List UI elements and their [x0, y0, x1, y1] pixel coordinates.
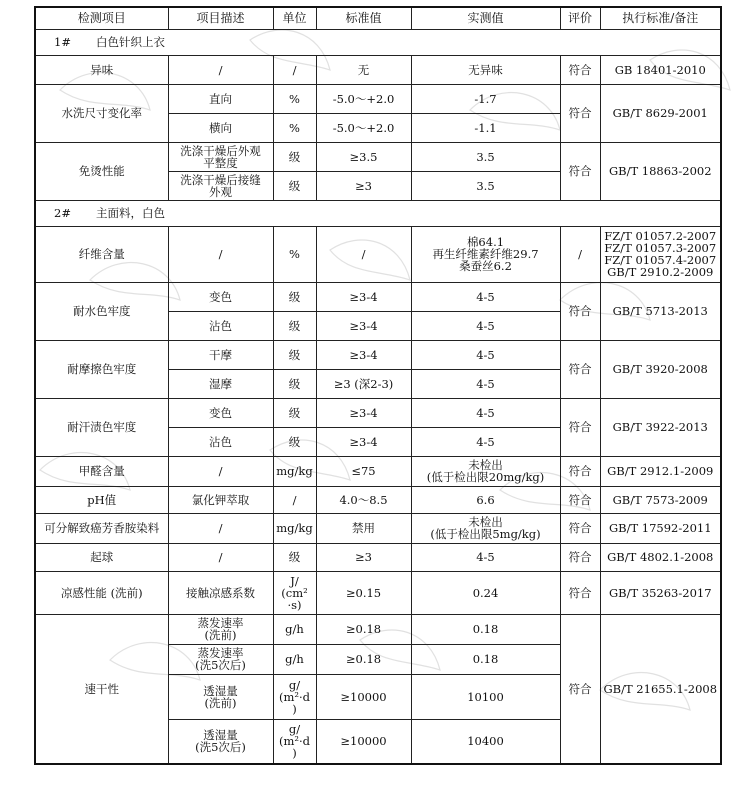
- unit-cell: 级: [273, 282, 316, 311]
- unit-cell: 级: [273, 311, 316, 340]
- ref-cell: GB/T 8629-2001: [600, 84, 721, 142]
- meas-cell: -1.7: [411, 84, 560, 113]
- eval-cell: 符合: [560, 614, 600, 764]
- unit-cell: mg/kg: [273, 456, 316, 486]
- table-row: [35, 398, 721, 427]
- ref-cell: GB/T 35263-2017: [600, 571, 721, 614]
- unit-cell: mg/kg: [273, 513, 316, 543]
- header-cell: 实测值: [411, 7, 560, 29]
- eval-cell: 符合: [560, 142, 600, 200]
- unit-cell: 级: [273, 543, 316, 571]
- eval-cell: 符合: [560, 340, 600, 398]
- item-cell: 起球: [35, 543, 168, 571]
- ref-cell: GB/T 21655.1-2008: [600, 614, 721, 764]
- std-cell: 无: [316, 55, 411, 84]
- ref-cell: GB/T 5713-2013: [600, 282, 721, 340]
- report-table-wrapper: [34, 6, 720, 765]
- section-heading: [35, 29, 721, 55]
- unit-cell: g/h: [273, 644, 316, 674]
- ref-cell: FZ/T 01057.2-2007 FZ/T 01057.3-2007 FZ/T 01057.4-2007 GB/T 2910.2-2009: [600, 226, 721, 282]
- std-cell: 4.0～8.5: [316, 486, 411, 513]
- header-cell: 标准值: [316, 7, 411, 29]
- unit-cell: 级: [273, 398, 316, 427]
- table-row: [35, 614, 721, 644]
- section-title: 主面料，白色: [96, 206, 165, 220]
- std-cell: 禁用: [316, 513, 411, 543]
- std-cell: ≥3-4: [316, 340, 411, 369]
- eval-cell: 符合: [560, 486, 600, 513]
- desc-cell: 透湿量 (洗5次后): [168, 719, 273, 764]
- meas-cell: 0.24: [411, 571, 560, 614]
- std-cell: ≥3-4: [316, 311, 411, 340]
- test-report-table: [34, 6, 722, 765]
- ref-cell: GB/T 4802.1-2008: [600, 543, 721, 571]
- section-row: [35, 200, 721, 226]
- unit-cell: %: [273, 226, 316, 282]
- std-cell: ≥3 (深2-3): [316, 369, 411, 398]
- desc-cell: 沾色: [168, 311, 273, 340]
- header-cell: 执行标准/备注: [600, 7, 721, 29]
- meas-cell: -1.1: [411, 113, 560, 142]
- item-cell: 耐汗渍色牢度: [35, 398, 168, 456]
- table-row: [35, 456, 721, 486]
- eval-cell: 符合: [560, 543, 600, 571]
- header-cell: 项目描述: [168, 7, 273, 29]
- ref-cell: GB/T 7573-2009: [600, 486, 721, 513]
- unit-cell: 级: [273, 427, 316, 456]
- table-row: [35, 84, 721, 113]
- desc-cell: 氯化钾萃取: [168, 486, 273, 513]
- std-cell: -5.0～+2.0: [316, 84, 411, 113]
- unit-cell: 级: [273, 340, 316, 369]
- eval-cell: 符合: [560, 55, 600, 84]
- eval-cell: 符合: [560, 513, 600, 543]
- meas-cell: 6.6: [411, 486, 560, 513]
- unit-cell: g/ (m²·d ): [273, 719, 316, 764]
- item-cell: 速干性: [35, 614, 168, 764]
- desc-cell: 变色: [168, 398, 273, 427]
- std-cell: ≥10000: [316, 674, 411, 719]
- ref-cell: GB/T 3922-2013: [600, 398, 721, 456]
- meas-cell: 棉64.1 再生纤维素纤维29.7 桑蚕丝6.2: [411, 226, 560, 282]
- std-cell: ≥0.15: [316, 571, 411, 614]
- header-row: [35, 7, 721, 29]
- item-cell: 凉感性能 (洗前): [35, 571, 168, 614]
- std-cell: ≥3-4: [316, 282, 411, 311]
- header-cell: 单位: [273, 7, 316, 29]
- meas-cell: 4-5: [411, 427, 560, 456]
- meas-cell: 4-5: [411, 311, 560, 340]
- table-row: [35, 543, 721, 571]
- meas-cell: 0.18: [411, 614, 560, 644]
- ref-cell: GB/T 17592-2011: [600, 513, 721, 543]
- eval-cell: 符合: [560, 282, 600, 340]
- unit-cell: %: [273, 84, 316, 113]
- std-cell: ≥3-4: [316, 427, 411, 456]
- std-cell: -5.0～+2.0: [316, 113, 411, 142]
- desc-cell: 沾色: [168, 427, 273, 456]
- table-row: [35, 282, 721, 311]
- ref-cell: GB/T 2912.1-2009: [600, 456, 721, 486]
- meas-cell: 3.5: [411, 171, 560, 200]
- ref-cell: GB/T 18863-2002: [600, 142, 721, 200]
- meas-cell: 无异味: [411, 55, 560, 84]
- item-cell: 甲醛含量: [35, 456, 168, 486]
- meas-cell: 10400: [411, 719, 560, 764]
- meas-cell: 10100: [411, 674, 560, 719]
- section-title: 白色针织上衣: [96, 35, 165, 49]
- item-cell: 可分解致癌芳香胺染料: [35, 513, 168, 543]
- meas-cell: 0.18: [411, 644, 560, 674]
- desc-cell: 蒸发速率 (洗前): [168, 614, 273, 644]
- desc-cell: 横向: [168, 113, 273, 142]
- table-row: [35, 571, 721, 614]
- header-cell: 检测项目: [35, 7, 168, 29]
- desc-cell: /: [168, 226, 273, 282]
- std-cell: ≥3.5: [316, 142, 411, 171]
- unit-cell: g/h: [273, 614, 316, 644]
- item-cell: 免烫性能: [35, 142, 168, 200]
- desc-cell: /: [168, 55, 273, 84]
- section-heading: [35, 200, 721, 226]
- ref-cell: GB/T 3920-2008: [600, 340, 721, 398]
- item-cell: 水洗尺寸变化率: [35, 84, 168, 142]
- desc-cell: 蒸发速率 (洗5次后): [168, 644, 273, 674]
- desc-cell: 透湿量 (洗前): [168, 674, 273, 719]
- section-number: 2#: [54, 206, 71, 220]
- std-cell: ≤75: [316, 456, 411, 486]
- table-row: [35, 55, 721, 84]
- table-row: [35, 513, 721, 543]
- desc-cell: /: [168, 543, 273, 571]
- std-cell: /: [316, 226, 411, 282]
- desc-cell: 洗涤干燥后接缝 外观: [168, 171, 273, 200]
- table-row: [35, 142, 721, 171]
- meas-cell: 未检出 (低于检出限20mg/kg): [411, 456, 560, 486]
- unit-cell: J/ (cm² ·s): [273, 571, 316, 614]
- meas-cell: 4-5: [411, 340, 560, 369]
- desc-cell: 接触凉感系数: [168, 571, 273, 614]
- meas-cell: 4-5: [411, 543, 560, 571]
- desc-cell: /: [168, 513, 273, 543]
- meas-cell: 4-5: [411, 369, 560, 398]
- item-cell: pH值: [35, 486, 168, 513]
- item-cell: 耐摩擦色牢度: [35, 340, 168, 398]
- std-cell: ≥0.18: [316, 614, 411, 644]
- std-cell: ≥0.18: [316, 644, 411, 674]
- desc-cell: 变色: [168, 282, 273, 311]
- unit-cell: %: [273, 113, 316, 142]
- meas-cell: 未检出 (低于检出限5mg/kg): [411, 513, 560, 543]
- item-cell: 纤维含量: [35, 226, 168, 282]
- table-row: [35, 340, 721, 369]
- unit-cell: 级: [273, 171, 316, 200]
- unit-cell: /: [273, 486, 316, 513]
- section-number: 1#: [54, 35, 71, 49]
- section-row: [35, 29, 721, 55]
- table-row: [35, 486, 721, 513]
- eval-cell: 符合: [560, 571, 600, 614]
- std-cell: ≥3: [316, 171, 411, 200]
- table-row: [35, 226, 721, 282]
- eval-cell: /: [560, 226, 600, 282]
- desc-cell: 直向: [168, 84, 273, 113]
- eval-cell: 符合: [560, 84, 600, 142]
- unit-cell: g/ (m²·d ): [273, 674, 316, 719]
- unit-cell: 级: [273, 142, 316, 171]
- header-cell: 评价: [560, 7, 600, 29]
- item-cell: 耐水色牢度: [35, 282, 168, 340]
- ref-cell: GB 18401-2010: [600, 55, 721, 84]
- std-cell: ≥3: [316, 543, 411, 571]
- desc-cell: 洗涤干燥后外观 平整度: [168, 142, 273, 171]
- std-cell: ≥3-4: [316, 398, 411, 427]
- eval-cell: 符合: [560, 398, 600, 456]
- meas-cell: 4-5: [411, 398, 560, 427]
- meas-cell: 3.5: [411, 142, 560, 171]
- meas-cell: 4-5: [411, 282, 560, 311]
- unit-cell: /: [273, 55, 316, 84]
- std-cell: ≥10000: [316, 719, 411, 764]
- unit-cell: 级: [273, 369, 316, 398]
- item-cell: 异味: [35, 55, 168, 84]
- eval-cell: 符合: [560, 456, 600, 486]
- desc-cell: 湿摩: [168, 369, 273, 398]
- desc-cell: /: [168, 456, 273, 486]
- desc-cell: 干摩: [168, 340, 273, 369]
